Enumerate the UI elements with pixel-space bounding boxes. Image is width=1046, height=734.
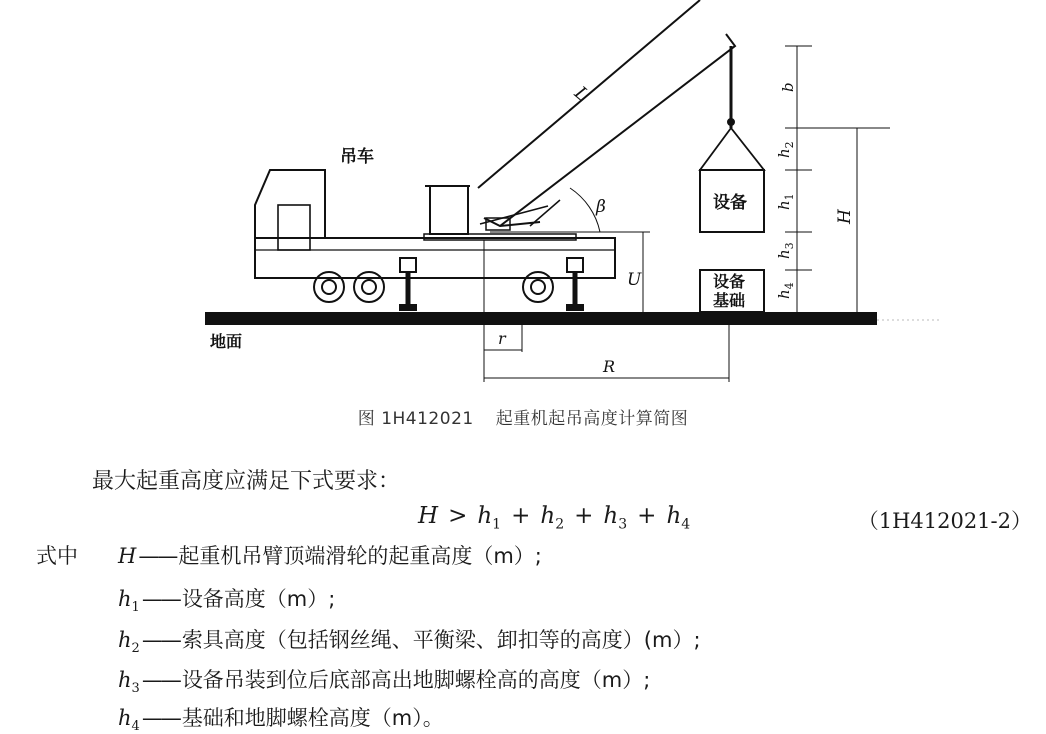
formula xyxy=(418,503,690,533)
formula-sub: 2 xyxy=(555,516,565,533)
ground-label: 地面 xyxy=(210,332,243,351)
definition-text: 起重机吊臂顶端滑轮的起重高度（m）; xyxy=(178,544,542,568)
boom-angle-label: β xyxy=(596,197,606,217)
crane-truck xyxy=(255,170,615,310)
u-label: U xyxy=(627,270,642,290)
r-large-label: R xyxy=(603,357,616,376)
definition-dash: —— xyxy=(141,587,180,611)
wheel xyxy=(523,272,553,302)
formula-plus: + xyxy=(637,503,657,529)
formula-h: h xyxy=(540,503,556,529)
definition-dash: —— xyxy=(138,544,177,568)
equipment-label: 设备 xyxy=(713,193,747,213)
sling xyxy=(700,128,764,170)
definition-item xyxy=(118,702,444,734)
definition-dash: —— xyxy=(141,628,180,652)
figure-title: 起重机起吊高度计算简图 xyxy=(495,409,689,429)
where-label: 式中 xyxy=(36,544,78,568)
definition-item xyxy=(118,583,335,615)
formula-sub: 1 xyxy=(492,516,502,533)
h2-label: $h_2$ xyxy=(775,141,796,158)
figure-number: 图 1H412021 xyxy=(357,409,474,429)
formula-h: h xyxy=(477,503,493,529)
formula-sub: 4 xyxy=(681,516,691,533)
h3-label: $h_3$ xyxy=(775,242,796,259)
foundation-label-line1: 设备 xyxy=(713,272,746,291)
definition-symbol: $h_4$ xyxy=(118,706,140,734)
definition-symbol: $h_3$ xyxy=(118,668,140,697)
formula-h: h xyxy=(666,503,682,529)
formula-h: h xyxy=(603,503,619,529)
ground-slab xyxy=(205,312,877,325)
definition-item xyxy=(118,664,650,696)
wheel xyxy=(314,272,344,302)
definition-dash: —— xyxy=(141,668,180,692)
formula-lhs: H xyxy=(418,503,439,529)
h4-label: $h_4$ xyxy=(775,282,796,299)
foundation-label-line2: 基础 xyxy=(713,291,746,310)
definition-item xyxy=(118,624,701,656)
h-total-label: H xyxy=(835,209,855,224)
definition-text: 设备吊装到位后底部高出地脚螺栓高的高度（m）; xyxy=(181,668,651,692)
crane-boom xyxy=(478,0,735,230)
r-small-label: r xyxy=(498,329,506,348)
formula-plus: + xyxy=(574,503,594,529)
b-label: b xyxy=(779,82,797,92)
definition-item xyxy=(118,540,542,570)
formula-gt: > xyxy=(448,503,468,529)
definition-symbol: $h_1$ xyxy=(118,587,140,616)
boom-length-label: L xyxy=(570,82,593,107)
definition-dash: —— xyxy=(141,706,180,730)
equation-number: （1H412021-2） xyxy=(857,509,1032,533)
outrigger xyxy=(400,258,416,272)
definition-text: 设备高度（m）; xyxy=(181,587,336,611)
intro-text: 最大起重高度应满足下式要求： xyxy=(92,469,401,494)
h1-label: $h_1$ xyxy=(775,193,796,210)
figure-caption xyxy=(0,404,1046,429)
definition-text: 索具高度（包括钢丝绳、平衡梁、卸扣等的高度）(m）; xyxy=(181,628,701,652)
definition-text: 基础和地脚螺栓高度（m）。 xyxy=(181,706,444,730)
definition-symbol: H xyxy=(118,544,137,568)
formula-sub: 3 xyxy=(618,516,628,533)
wheel xyxy=(354,272,384,302)
outrigger xyxy=(567,258,583,272)
formula-plus: + xyxy=(511,503,531,529)
crane-label: 吊车 xyxy=(340,147,374,167)
definition-symbol: $h_2$ xyxy=(118,628,140,657)
